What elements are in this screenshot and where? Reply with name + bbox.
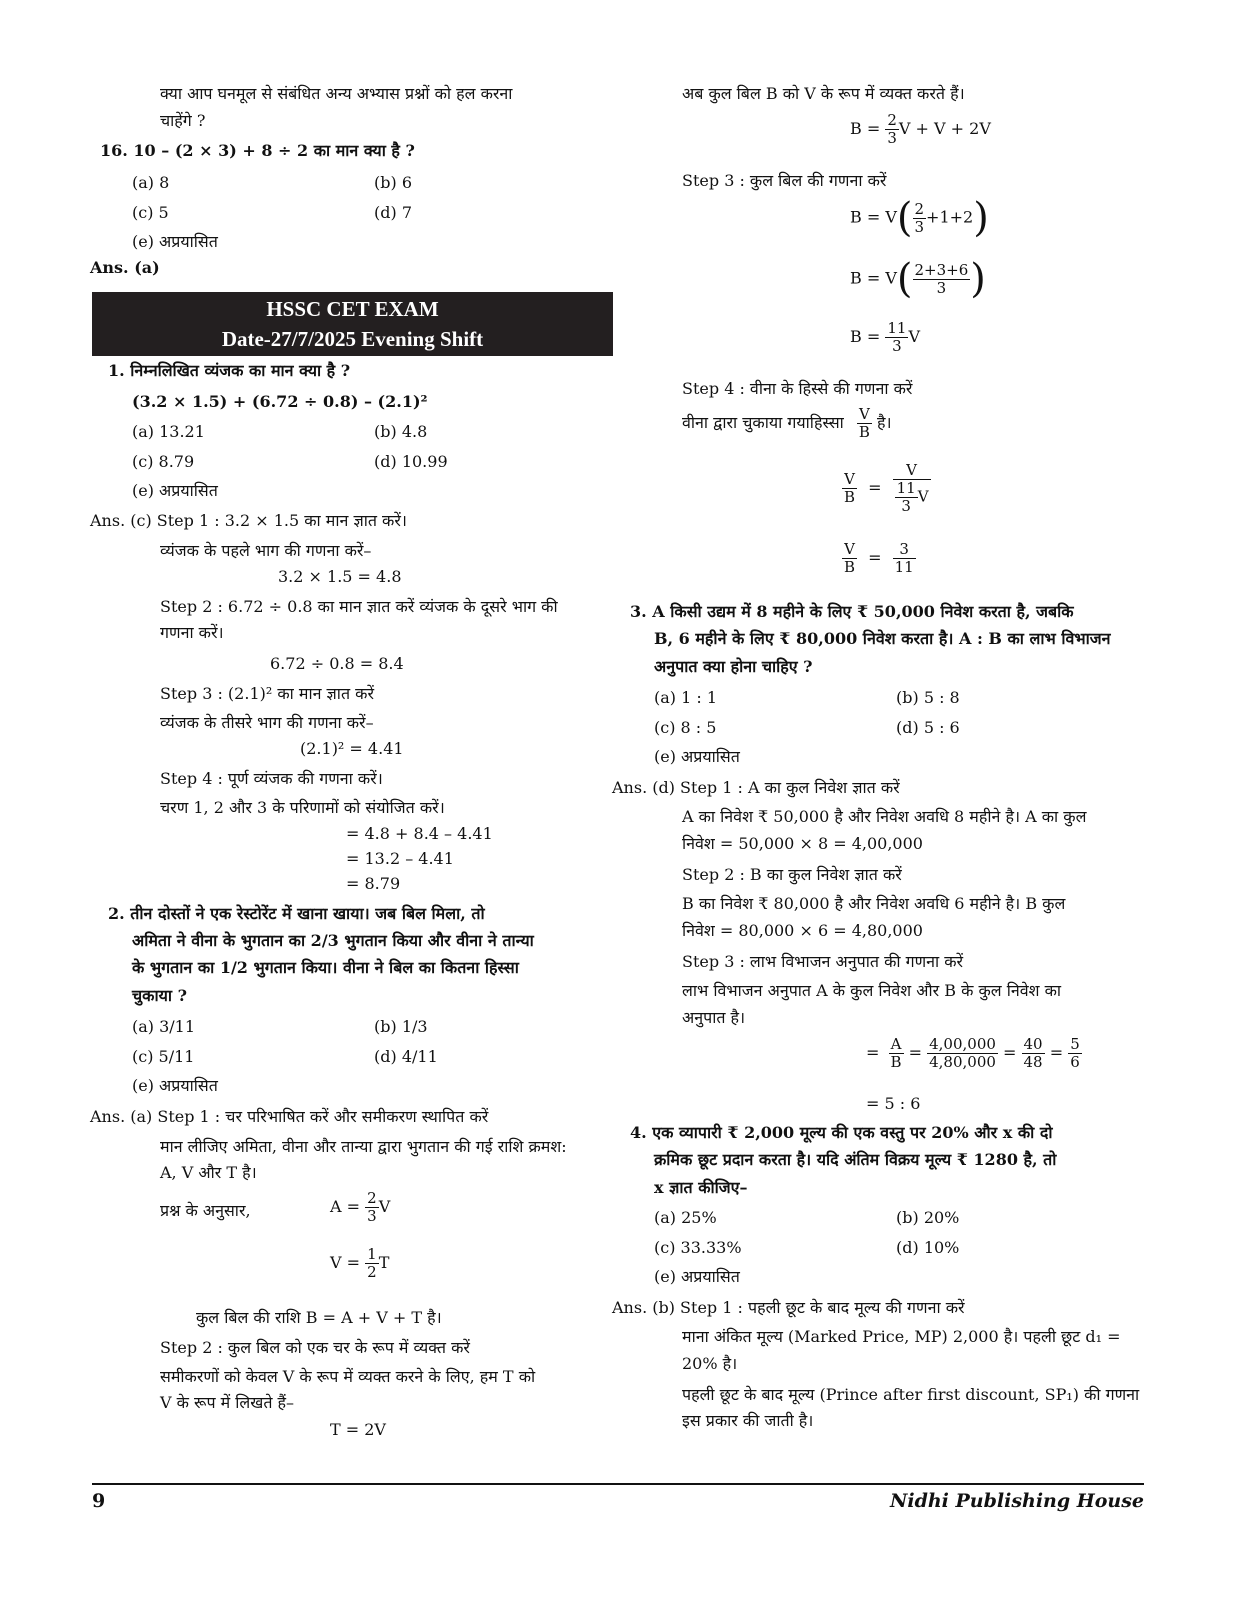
numerator: 11 xyxy=(887,319,907,337)
q3-step2-line2: निवेश = 80,000 × 6 = 4,80,000 xyxy=(682,921,923,940)
q16-option-a: (a) 8 xyxy=(132,173,170,192)
q4-option-a: (a) 25% xyxy=(654,1208,717,1227)
q4-step1-line1: माना अंकित मूल्य (Marked Price, MP) 2,000 है। पहली छूट d₁ = xyxy=(682,1327,1121,1346)
question-2-line2: अमिता ने वीना के भुगतान का 2/3 भुगतान किया और वीना ने तान्या xyxy=(132,931,534,950)
question-2-line1: 2. तीन दोस्तों ने एक रेस्टोरेंट में खाना खाया। जब बिल मिला, तो xyxy=(108,904,485,923)
equals: = xyxy=(866,1043,880,1062)
denominator: 3 xyxy=(914,217,925,236)
q2-step2-line1: समीकरणों को केवल V के रूप में व्यक्त करने के लिए, हम T को xyxy=(160,1367,536,1386)
question-3-line2: B, 6 महीने के लिए ₹ 80,000 निवेश करता है। A : B का लाभ विभाजन xyxy=(654,629,1111,648)
q16-option-b: (b) 6 xyxy=(374,173,412,192)
denominator: 3 xyxy=(367,1207,377,1225)
fraction xyxy=(842,471,857,506)
q3-option-e: (e) अप्रयासित xyxy=(654,747,740,766)
q1-step2-line1: Step 2 : 6.72 ÷ 0.8 का मान ज्ञात करें व्यंजक के दूसरे भाग की xyxy=(160,597,558,616)
equation-B3 xyxy=(850,256,986,302)
q4-step1-line3: पहली छूट के बाद मूल्य (Prince after first discount, SP₁) की गणना xyxy=(682,1385,1140,1404)
q1-step4-eq2: = 13.2 – 4.41 xyxy=(346,849,454,868)
left-paren: ( xyxy=(896,195,913,241)
numerator: 2 xyxy=(887,111,897,129)
q3-step2-line1: B का निवेश ₹ 80,000 है और निवेश अवधि 6 महीने है। B कुल xyxy=(682,894,1066,913)
q2-option-a: (a) 3/11 xyxy=(132,1017,196,1036)
fraction xyxy=(365,1190,379,1225)
q3-step3-line2: अनुपात है। xyxy=(682,1008,746,1027)
equals: = xyxy=(868,548,882,567)
equals: = xyxy=(1003,1043,1017,1062)
fraction xyxy=(1068,1036,1082,1071)
exam-title-box xyxy=(92,292,613,356)
inner-variable: V xyxy=(917,487,929,506)
denominator: 48 xyxy=(1023,1053,1043,1071)
q16-option-e: (e) अप्रयासित xyxy=(132,232,218,251)
numerator: V xyxy=(842,541,857,559)
denominator: 2 xyxy=(367,1263,377,1281)
numerator: 2 xyxy=(367,1189,377,1207)
fraction xyxy=(857,406,872,441)
q1-option-c: (c) 8.79 xyxy=(132,452,195,471)
denominator: B xyxy=(844,488,856,506)
q1-answer-step1: Ans. (c) Step 1 : 3.2 × 1.5 का मान ज्ञात करें। xyxy=(90,511,407,530)
q2-step1-line2: A, V और T है। xyxy=(160,1163,257,1182)
equation-ratio xyxy=(866,1036,1082,1071)
denominator: 4,80,000 xyxy=(929,1053,996,1071)
q1-expression: (3.2 × 1.5) + (6.72 ÷ 0.8) – (2.1)² xyxy=(132,392,428,411)
equation-B4 xyxy=(850,320,920,355)
intro-line-1: क्या आप घनमूल से संबंधित अन्य अभ्यास प्रश्नों को हल करना xyxy=(160,84,513,103)
numerator: V xyxy=(893,462,931,480)
q1-step1-eq: 3.2 × 1.5 = 4.8 xyxy=(278,567,402,586)
step4-end: है। xyxy=(877,413,892,432)
q16-answer: Ans. (a) xyxy=(90,258,160,277)
question-3-line3: अनुपात क्या होना चाहिए ? xyxy=(654,657,813,676)
equals: = xyxy=(868,478,882,497)
equation-B1 xyxy=(850,112,991,147)
q2-total-bill: कुल बिल की राशि B = A + V + T है। xyxy=(196,1308,442,1327)
q3-step1-line1: A का निवेश ₹ 50,000 है और निवेश अवधि 8 महीने है। A का कुल xyxy=(682,807,1087,826)
equation-VB1 xyxy=(842,462,931,515)
denominator: 3 xyxy=(892,337,902,355)
q2-option-e: (e) अप्रयासित xyxy=(132,1076,218,1095)
fraction xyxy=(365,1246,379,1281)
q1-step3: Step 3 : (2.1)² का मान ज्ञात करें xyxy=(160,684,374,703)
numerator: 1 xyxy=(367,1245,377,1263)
page-number: 9 xyxy=(92,1490,106,1512)
numerator: 40 xyxy=(1023,1035,1043,1053)
fraction xyxy=(913,262,971,297)
r-line-1: अब कुल बिल B को V के रूप में व्यक्त करते हैं। xyxy=(682,84,965,103)
exam-date: Date-27/7/2025 Evening Shift xyxy=(221,327,484,351)
q1-option-d: (d) 10.99 xyxy=(374,452,448,471)
q1-option-b: (b) 4.8 xyxy=(374,422,428,441)
fraction xyxy=(1022,1036,1045,1071)
question-2-line3: के भुगतान का 1/2 भुगतान किया। वीना ने बिल का कितना हिस्सा xyxy=(132,958,519,977)
q2-option-b: (b) 1/3 xyxy=(374,1017,428,1036)
eq-lhs: B = xyxy=(850,119,881,138)
q4-answer-step1: Ans. (b) Step 1 : पहली छूट के बाद मूल्य की गणना करें xyxy=(612,1298,965,1317)
right-paren: ) xyxy=(970,256,986,302)
numerator: 5 xyxy=(1070,1035,1080,1053)
q1-step3-eq: (2.1)² = 4.41 xyxy=(300,739,404,758)
numerator: V xyxy=(857,406,872,424)
q3-option-c: (c) 8 : 5 xyxy=(654,718,717,737)
q4-option-b: (b) 20% xyxy=(896,1208,960,1227)
eq-lhs: B = V xyxy=(850,207,897,227)
q1-step3-text: व्यंजक के तीसरे भाग की गणना करें– xyxy=(160,713,374,732)
q3-step1-line2: निवेश = 50,000 × 8 = 4,00,000 xyxy=(682,834,923,853)
denominator: B xyxy=(890,1053,902,1071)
q2-option-d: (d) 4/11 xyxy=(374,1047,438,1066)
question-4-line2: क्रमिक छूट प्रदान करता है। यदि अंतिम विक्रय मूल्य ₹ 1280 है, तो xyxy=(654,1150,1057,1169)
question-1: 1. निम्नलिखित व्यंजक का मान क्या है ? xyxy=(108,361,351,380)
inner-denominator: 3 xyxy=(901,497,911,515)
q3-step3-line1: लाभ विभाजन अनुपात A के कुल निवेश और B के कुल निवेश का xyxy=(682,981,1062,1000)
equation-V xyxy=(330,1246,389,1281)
q3-step3: Step 3 : लाभ विभाजन अनुपात की गणना करें xyxy=(682,952,964,971)
question-4-line3: x ज्ञात कीजिए– xyxy=(654,1178,748,1197)
q1-step1-text: व्यंजक के पहले भाग की गणना करें– xyxy=(160,541,372,560)
numerator: 3 xyxy=(893,541,916,559)
q4-step1-line4: इस प्रकार की जाती है। xyxy=(682,1411,814,1430)
q3-option-d: (d) 5 : 6 xyxy=(896,718,960,737)
numerator: A xyxy=(889,1036,904,1054)
eq-rest: +1+2 xyxy=(926,207,974,227)
q1-option-a: (a) 13.21 xyxy=(132,422,205,441)
equation-A xyxy=(330,1190,390,1225)
step4-label: वीना द्वारा चुकाया गयाहिस्सा xyxy=(682,413,844,432)
denominator: 3 xyxy=(887,129,897,147)
numerator: 2 xyxy=(914,199,925,218)
q1-step4-eq3: = 8.79 xyxy=(346,874,401,893)
q2-step2: Step 2 : कुल बिल को एक चर के रूप में व्यक्त करें xyxy=(160,1338,470,1357)
left-paren: ( xyxy=(896,256,913,302)
inner-numerator: 11 xyxy=(896,479,916,497)
q16-option-d: (d) 7 xyxy=(374,203,412,222)
eq-lhs: B = xyxy=(850,327,881,346)
q16-option-c: (c) 5 xyxy=(132,203,169,222)
denominator: B xyxy=(858,423,870,441)
r-step4: Step 4 : वीना के हिस्से की गणना करें xyxy=(682,379,913,398)
question-16: 16. 10 – (2 × 3) + 8 ÷ 2 का मान क्या है ? xyxy=(100,141,415,160)
question-4-line1: 4. एक व्यापारी ₹ 2,000 मूल्य की एक वस्तु पर 20% और x की दो xyxy=(630,1123,1053,1142)
numerator: 4,00,000 xyxy=(929,1035,996,1053)
q2-answer-step1: Ans. (a) Step 1 : चर परिभाषित करें और समीकरण स्थापित करें xyxy=(90,1107,489,1126)
fraction xyxy=(927,1036,998,1071)
q1-step4-eq1: = 4.8 + 8.4 – 4.41 xyxy=(346,824,493,843)
fraction xyxy=(885,112,899,147)
q1-option-e: (e) अप्रयासित xyxy=(132,481,218,500)
eq-lhs: V = xyxy=(330,1253,361,1272)
right-paren: ) xyxy=(973,195,989,241)
equals: = xyxy=(1049,1043,1064,1062)
fraction xyxy=(913,201,927,236)
eq-rest: V + V + 2V xyxy=(898,119,991,138)
q3-final-ratio: = 5 : 6 xyxy=(866,1094,921,1113)
q1-step2-line2: गणना करें। xyxy=(160,623,224,642)
footer-rule xyxy=(92,1483,1144,1485)
eq-variable: T xyxy=(378,1253,390,1272)
intro-line-2: चाहेंगे ? xyxy=(160,111,206,130)
denominator xyxy=(893,480,931,515)
eq-variable: V xyxy=(908,327,920,346)
r-step4-text xyxy=(682,406,892,441)
q1-step4-text: चरण 1, 2 और 3 के परिणामों को संयोजित करें। xyxy=(160,798,445,817)
fraction xyxy=(893,541,916,576)
eq-lhs: A = xyxy=(330,1197,361,1216)
q3-answer-step1: Ans. (d) Step 1 : A का कुल निवेश ज्ञात करें xyxy=(612,778,900,797)
q2-step1-line1: मान लीजिए अमिता, वीना और तान्या द्वारा भुगतान की गई राशि क्रमश: xyxy=(160,1137,567,1156)
q4-option-d: (d) 10% xyxy=(896,1238,960,1257)
q3-step2: Step 2 : B का कुल निवेश ज्ञात करें xyxy=(682,865,902,884)
fraction xyxy=(889,1036,904,1071)
q3-option-b: (b) 5 : 8 xyxy=(896,688,960,707)
q1-step2-eq: 6.72 ÷ 0.8 = 8.4 xyxy=(270,654,404,673)
publisher-name: Nidhi Publishing House xyxy=(889,1490,1144,1512)
eq-lhs: B = V xyxy=(850,268,897,288)
q4-option-e: (e) अप्रयासित xyxy=(654,1267,740,1286)
q2-step2-eq: T = 2V xyxy=(330,1420,386,1439)
q1-step4: Step 4 : पूर्ण व्यंजक की गणना करें। xyxy=(160,769,383,788)
denominator: B xyxy=(844,558,856,576)
q3-option-a: (a) 1 : 1 xyxy=(654,688,718,707)
compound-fraction xyxy=(893,462,931,515)
denominator: 11 xyxy=(894,558,914,576)
equals: = xyxy=(908,1043,923,1062)
equation-B2 xyxy=(850,195,989,241)
denominator: 6 xyxy=(1070,1053,1080,1071)
q4-step1-line2: 20% है। xyxy=(682,1354,738,1373)
q2-step2-line2: V के रूप में लिखते हैं– xyxy=(160,1393,295,1412)
q4-option-c: (c) 33.33% xyxy=(654,1238,742,1257)
numerator: 2+3+6 xyxy=(914,260,969,279)
q2-option-c: (c) 5/11 xyxy=(132,1047,195,1066)
equation-VB2 xyxy=(842,541,916,576)
r-step3: Step 3 : कुल बिल की गणना करें xyxy=(682,171,887,190)
fraction xyxy=(885,320,908,355)
inner-fraction xyxy=(895,480,918,515)
question-2-line4: चुकाया ? xyxy=(132,986,187,1005)
denominator: 3 xyxy=(936,278,947,297)
eq-variable: V xyxy=(378,1197,391,1216)
numerator: V xyxy=(842,471,857,489)
fraction xyxy=(842,541,857,576)
question-3-line1: 3. A किसी उद्यम में 8 महीने के लिए ₹ 50,000 निवेश करता है, जबकि xyxy=(630,602,1074,621)
q2-step1-line3: प्रश्न के अनुसार, xyxy=(160,1201,251,1220)
exam-title: HSSC CET EXAM xyxy=(266,297,439,321)
